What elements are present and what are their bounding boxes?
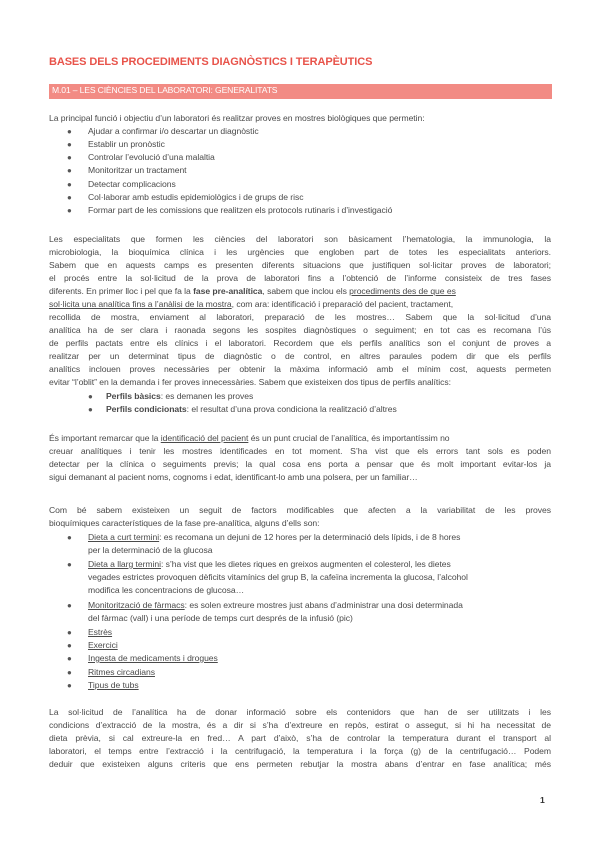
bullet-icon: ● [67,166,72,175]
list-item: Controlar l’evolució d’una malaltia [88,152,215,162]
paragraph-line: microbiologia, la bioquímica clínica i les urgències que engloben part de totes les especialitats anteriors. [49,247,551,257]
paragraph-line: creuar analítiques i tenir les mostres identificades en tot moment. S’ha vist que els errors tant sols es poden [49,446,551,456]
list-item: Ritmes circadians [88,667,155,677]
list-item: Ingesta de medicaments i drogues [88,653,218,663]
paragraph-line: analítics inclouen proves necessàries per obtenir la màxima informació amb el mínim cost, aquests permeten [49,364,551,374]
paragraph-line: dieta prèvia, si cal extreure-la en fred… A part d’això, s’ha de controlar la temperatura durant el transport al [49,733,551,743]
list-item-continued: per la determinació de la glucosa [88,545,213,555]
list-item: Dieta a curt termini: es recomana un dejuni de 12 hores per la determinació dels lípids, i de 8 hores [88,532,461,542]
list-item: Establir un pronòstic [88,139,165,149]
paragraph-line: deduir que existeixen alguns criteris que ens permeten rebutjar la mostra abans d’entrar en fase analítica; més [49,759,551,769]
list-item: Exercici [88,640,118,650]
bullet-icon: ● [67,681,72,690]
list-item: Perfils bàsics: es demanen les proves [106,391,254,401]
bullet-icon: ● [67,180,72,189]
paragraph-line: sigui demanant al pacient noms, cognoms i edat, identificant-lo amb una polsera, per un familiar… [49,472,418,482]
paragraph-line: Com bé sabem existeixen un seguit de factors modificables que afecten a la variabilitat de les proves [49,505,551,515]
list-item-continued: del fàrmac (vall) i una període de temps curt després de la infusió (pic) [88,613,353,623]
list-item: Formar part de les comissions que realitzen els protocols rutinaris i d’investigació [88,205,393,215]
paragraph-line: realitzar per un determinat tipus de diagnòstic o de control, en altres paraules podem dir que els perfils [49,351,551,361]
bullet-icon: ● [88,392,93,401]
intro-text: La principal funció i objectiu d’un laboratori és realitzar proves en mostres biològiques que permetin: [49,113,425,123]
section-title: M.01 – LES CIÈNCIES DEL LABORATORI: GENERALITATS [52,85,278,95]
paragraph-line: diferents. En primer lloc i pel que fa la fase pre-analítica, sabem que inclou els procediments des de que es [49,286,456,296]
bullet-icon: ● [67,193,72,202]
paragraph-line: Sabem que en aquests camps es presenten diferents situacions que justifiquen sol·licitar proves de laboratori; [49,260,551,270]
list-item-continued: modifica les concentracions de glucosa… [88,585,245,595]
bullet-icon: ● [67,560,72,569]
bullet-icon: ● [67,628,72,637]
paragraph-line: bioquímiques característiques de la fase pre-analítica, alguns d’ells son: [49,518,320,528]
paragraph-line: recollida de mostra, enviament al laboratori, preparació de les mostres… Sabem que la sol·licitud d’una [49,312,551,322]
section-header-bar [49,84,552,99]
emphasis-text: fase pre-analítica [193,286,263,296]
page-number: 1 [540,795,545,805]
paragraph-line: sol·licita una analítica fins a l’anàlisi de la mostra, com ara: identificació i preparació del pacient, tractament, [49,299,454,309]
paragraph-line: La sol·licitud de l’analítica ha de donar informació sobre els contenidors que han de ser utilitzats i les [49,707,551,717]
paragraph-line: És important remarcar que la identificació del pacient és un punt crucial de l’analítica, és importantíssim no [49,433,450,443]
bullet-icon: ● [67,206,72,215]
bullet-icon: ● [67,153,72,162]
bullet-icon: ● [67,127,72,136]
document-title: BASES DELS PROCEDIMENTS DIAGNÒSTICS I TERAPÈUTICS [49,56,373,68]
underlined-text: identificació del pacient [160,433,249,443]
list-item: Monitorització de fàrmacs: es solen extreure mostres just abans d’administrar una dosi determinada [88,600,463,610]
list-item: Col·laborar amb estudis epidemiològics i de grups de risc [88,192,304,202]
paragraph-line: laboratori, el temps entre l’extracció i la centrifugació, la temperatura i la força (g) de la centrifugació… Podem [49,746,551,756]
paragraph-line: el procés entre la sol·licitud de la prova de laboratori fins a l’obtenció de l’informe consisteix de tres fases [49,273,551,283]
bullet-icon: ● [67,668,72,677]
list-item: Dieta a llarg termini: s’ha vist que les dietes riques en greixos augmenten el colesterol, les dietes [88,559,451,569]
paragraph-line: detectar per la clínica o seguiments previs; la qual cosa ens porta a pensar que és molt important evitar-los ja [49,459,551,469]
paragraph-line: evitar “l’oblit” en la demanda i fer proves innecessàries. Sabem que existeixen dos tipus de perfils analítics: [49,377,451,387]
paragraph-line: condicions d’extracció de la mostra, és a dir si s’ha d’extreure en repòs, estirat o assegut, si hi ha necessitat de [49,720,551,730]
list-item: Monitoritzar un tractament [88,165,187,175]
list-item: Detectar complicacions [88,179,176,189]
bullet-icon: ● [67,601,72,610]
list-item: Tipus de tubs [88,680,139,690]
bullet-icon: ● [67,654,72,663]
paragraph-line: de perfils pactats entre els clínics i el laboratori. Recordem que els perfils analítics son el conjunt de proves a [49,338,551,348]
bullet-icon: ● [88,405,93,414]
paragraph-line: analítica ha de ser clara i raonada segons les sospites diagnòstiques o seguiment; en tot cas es recomana l’ús [49,325,551,335]
list-item: Ajudar a confirmar i/o descartar un diagnòstic [88,126,259,136]
bullet-icon: ● [67,533,72,542]
underlined-text: sol·licita una analítica fins a l’anàlisi de la mostra [49,299,232,309]
bullet-icon: ● [67,641,72,650]
list-item-continued: vegades estrictes provoquen dèficits vitamínics del grup B, la cafeïna incrementa la glucosa, l’alcohol [88,572,468,582]
underlined-text: procediments des de que es [349,286,456,296]
list-item: Estrès [88,627,113,637]
list-item: Perfils condicionats: el resultat d’una prova condiciona la realització d’altres [106,404,397,414]
paragraph-line: Les especialitats que formen les ciències del laboratori son bàsicament l’hematologia, la immunologia, la [49,234,551,244]
bullet-icon: ● [67,140,72,149]
